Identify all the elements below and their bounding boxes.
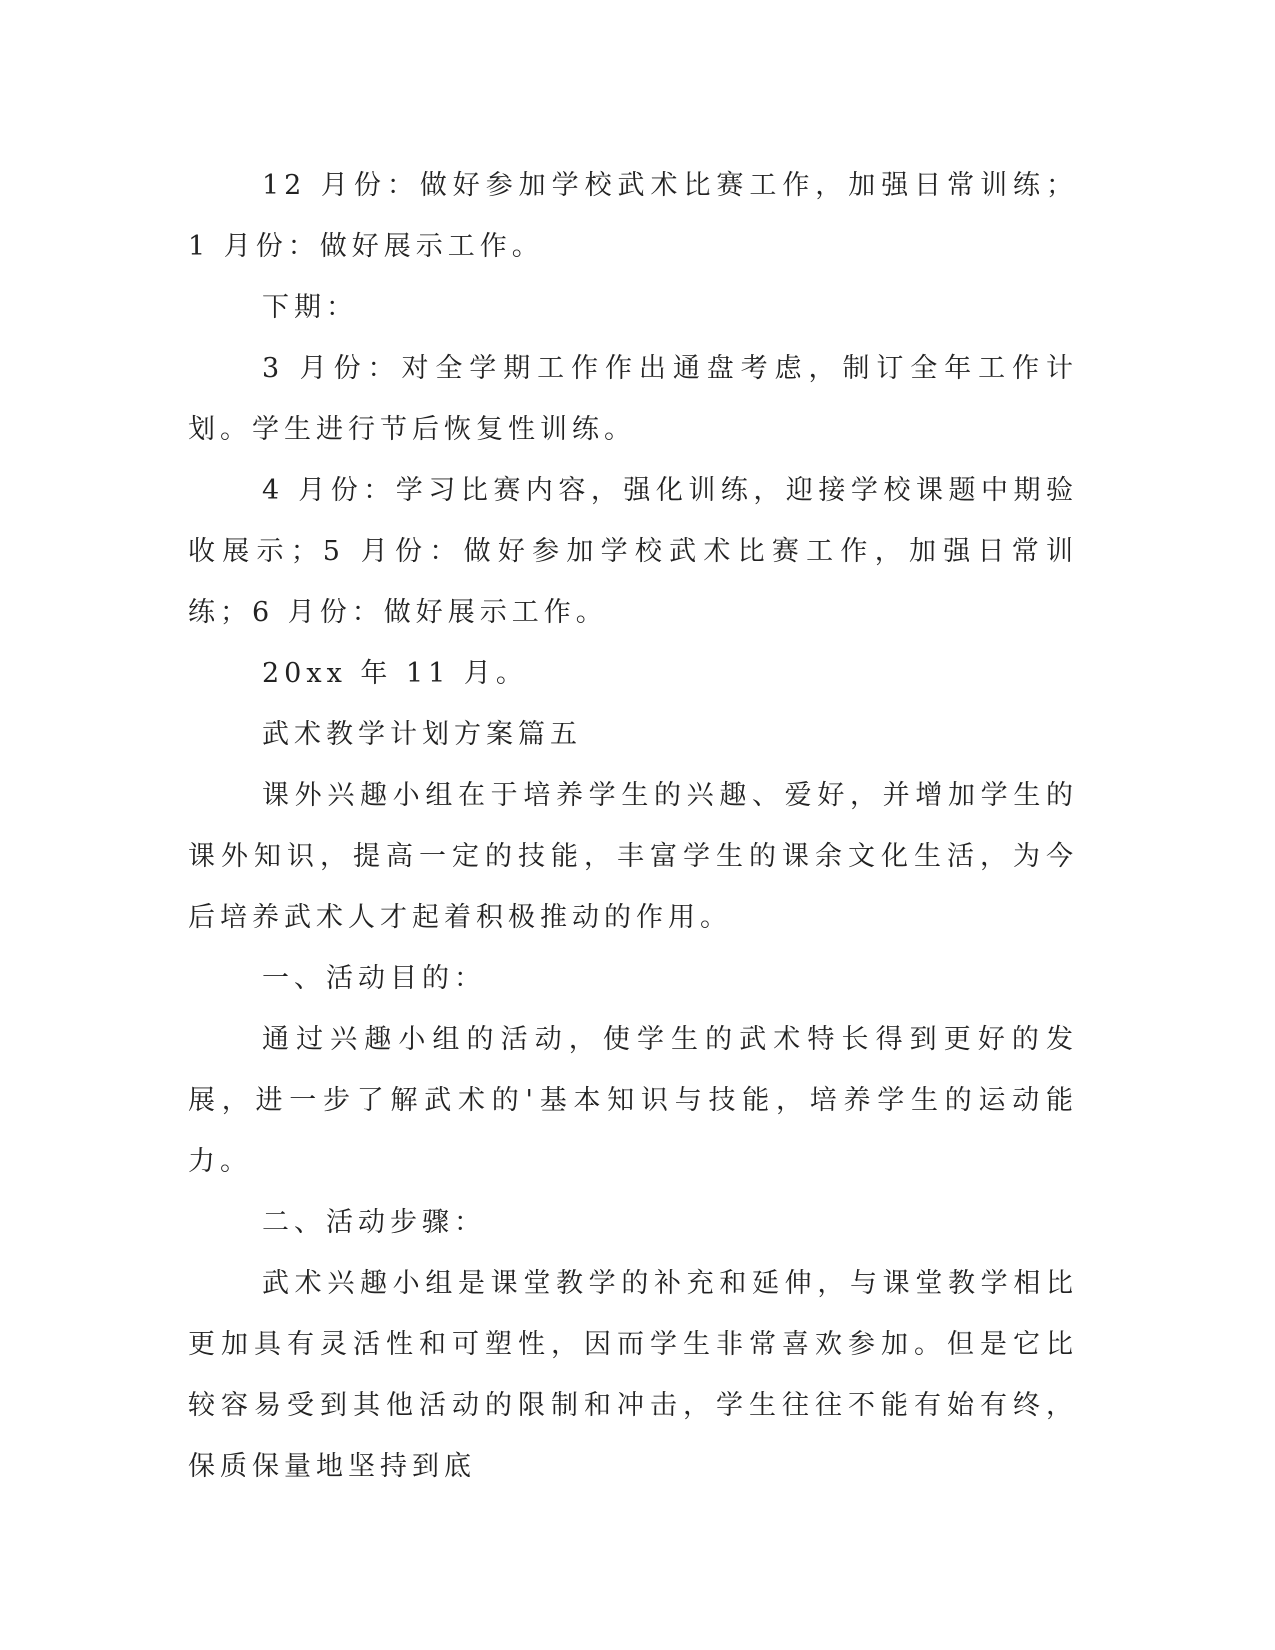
heading-activity-purpose: 一、活动目的：	[262, 963, 486, 994]
section-title: 武术教学计划方案篇五	[262, 719, 582, 750]
paragraph-december-january: 12 月份：做好参加学校武术比赛工作，加强日常训练；1 月份：做好展示工作。	[188, 170, 1078, 262]
paragraph-march: 3 月份：对全学期工作作出通盘考虑，制订全年工作计划。学生进行节后恢复性训练。	[188, 353, 1078, 445]
paragraph-activity-steps: 武术兴趣小组是课堂教学的补充和延伸，与课堂教学相比更加具有灵活性和可塑性，因而学生非常喜欢参加。但是它比较容易受到其他活动的限制和冲击，学生往往不能有始有终，保质保量地坚持到底	[188, 1268, 1078, 1482]
paragraph-date: 20xx 年 11 月。	[262, 658, 528, 689]
document-body	[188, 155, 1078, 1497]
paragraph-next-term-heading: 下期：	[262, 292, 358, 323]
paragraph-introduction: 课外兴趣小组在于培养学生的兴趣、爱好，并增加学生的课外知识，提高一定的技能，丰富学生的课余文化生活，为今后培养武术人才起着积极推动的作用。	[188, 780, 1078, 933]
paragraph-april-june: 4 月份：学习比赛内容，强化训练，迎接学校课题中期验收展示；5 月份：做好参加学校武术比赛工作，加强日常训练；6 月份：做好展示工作。	[188, 475, 1078, 628]
heading-activity-steps: 二、活动步骤：	[262, 1207, 486, 1238]
paragraph-activity-purpose: 通过兴趣小组的活动，使学生的武术特长得到更好的发展，进一步了解武术的'基本知识与技能，培养学生的运动能力。	[188, 1024, 1078, 1177]
